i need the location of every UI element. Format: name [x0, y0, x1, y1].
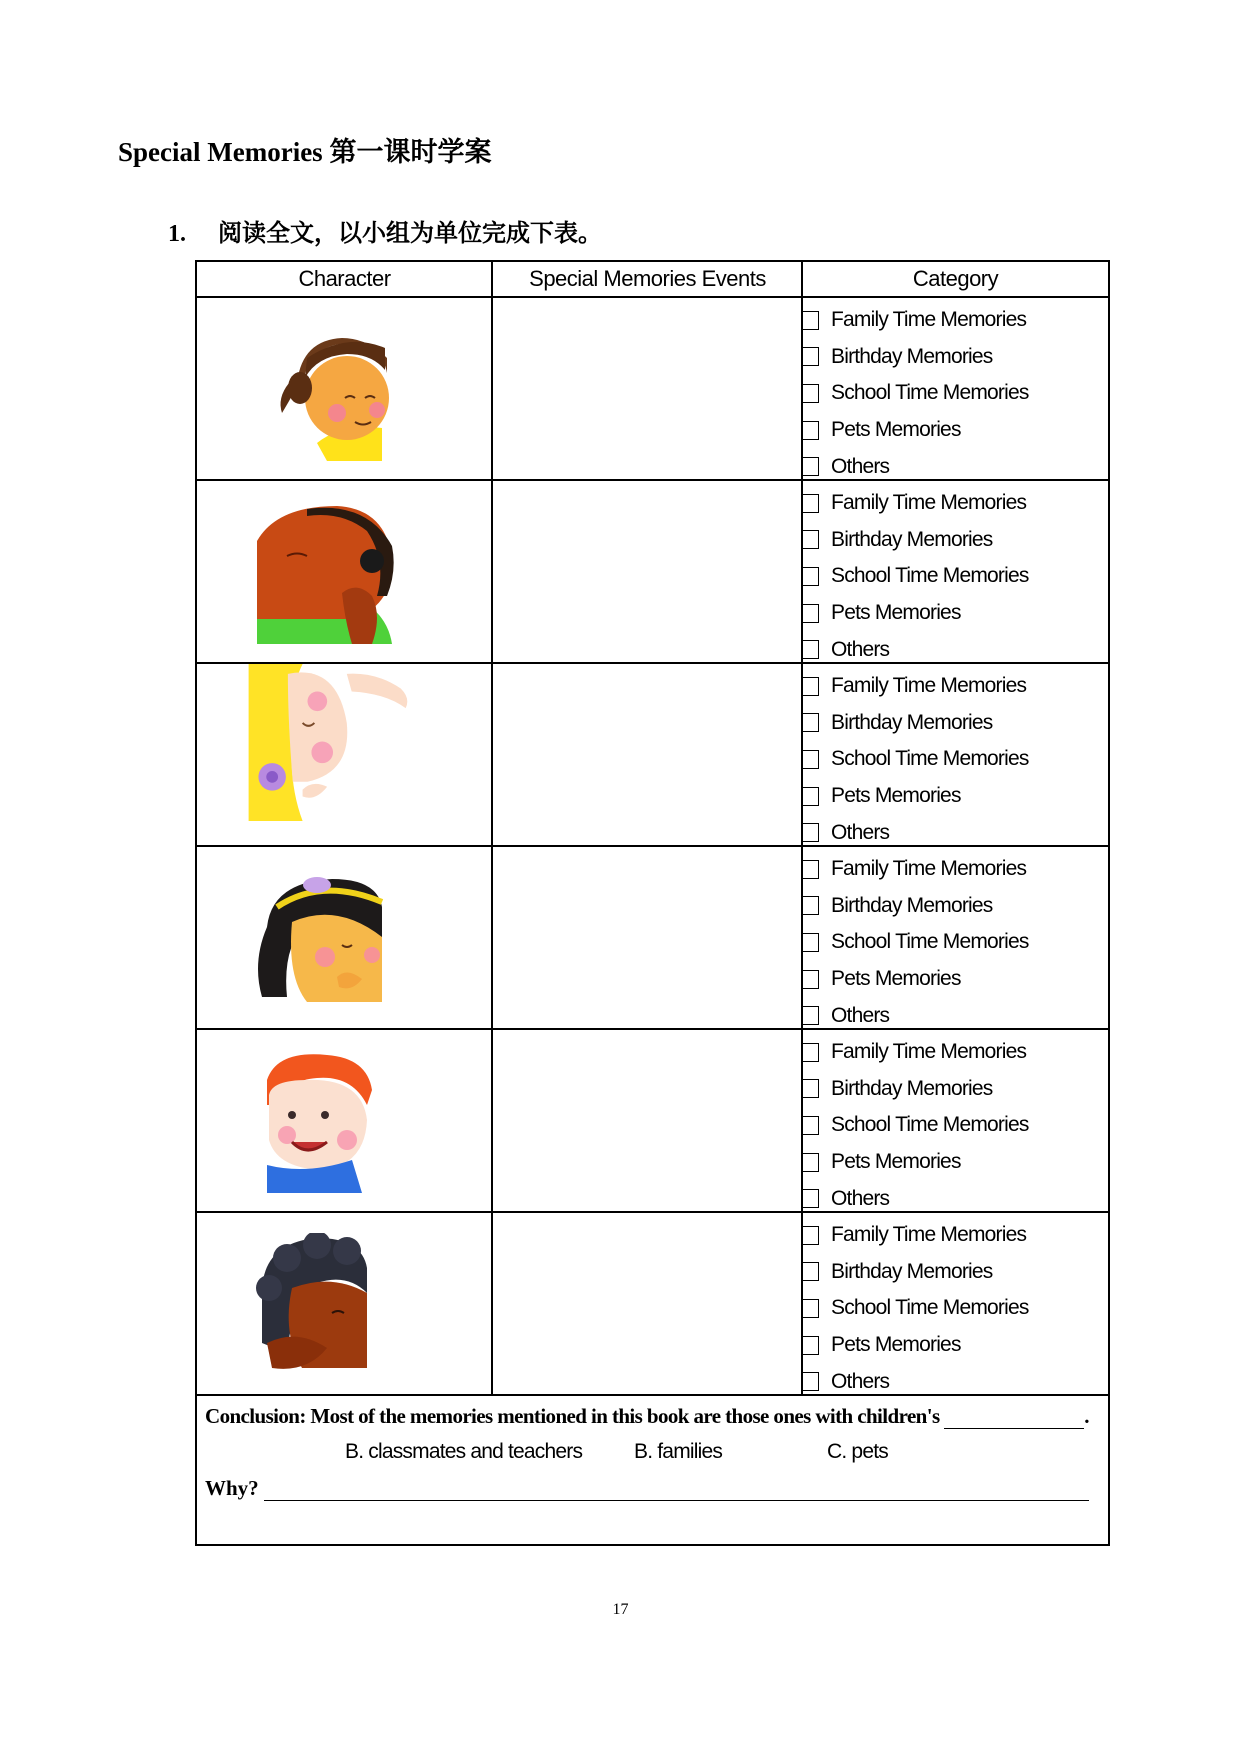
checkbox[interactable]	[802, 384, 819, 403]
table-row	[197, 1213, 1108, 1396]
table-row	[197, 664, 1108, 847]
table-row	[197, 847, 1108, 1030]
category-others[interactable]: Others	[802, 997, 1102, 1034]
checkbox[interactable]	[802, 567, 819, 586]
checkbox[interactable]	[802, 604, 819, 623]
category-school[interactable]: School Time Memories	[802, 924, 1102, 961]
checkbox[interactable]	[802, 311, 819, 330]
checkbox[interactable]	[802, 1262, 819, 1281]
category-birthday[interactable]: Birthday Memories	[802, 339, 1102, 376]
checkbox[interactable]	[802, 1116, 819, 1135]
checkbox[interactable]	[802, 1043, 819, 1062]
category-family[interactable]: Family Time Memories	[802, 302, 1102, 339]
checkbox[interactable]	[802, 1006, 819, 1025]
category-family[interactable]: Family Time Memories	[802, 851, 1102, 888]
category-birthday[interactable]: Birthday Memories	[802, 705, 1102, 742]
page-number: 17	[612, 1601, 629, 1618]
child-portrait-blonde-girl	[247, 664, 422, 824]
category-school[interactable]: School Time Memories	[802, 741, 1102, 778]
checkbox[interactable]	[802, 970, 819, 989]
option-c: C. pets	[827, 1440, 888, 1463]
why-label: Why?	[205, 1476, 259, 1500]
category-school[interactable]: School Time Memories	[802, 558, 1102, 595]
category-pets[interactable]: Pets Memories	[802, 1144, 1102, 1181]
checkbox[interactable]	[802, 1226, 819, 1245]
checkbox[interactable]	[802, 640, 819, 659]
why-answer-blank[interactable]	[264, 1482, 1089, 1501]
checkbox[interactable]	[802, 1299, 819, 1318]
category-pets[interactable]: Pets Memories	[802, 595, 1102, 632]
header-events: Special Memories Events	[492, 262, 803, 298]
table-row	[197, 481, 1108, 664]
checkbox[interactable]	[802, 530, 819, 549]
child-portrait-redhead-boy	[247, 1050, 422, 1193]
checkbox[interactable]	[802, 494, 819, 513]
category-options	[802, 485, 1102, 668]
child-portrait-curly-hair-girl	[247, 1233, 422, 1376]
checkbox[interactable]	[802, 787, 819, 806]
checkbox[interactable]	[802, 860, 819, 879]
category-birthday[interactable]: Birthday Memories	[802, 1071, 1102, 1108]
child-portrait-girl-pigtails	[247, 318, 422, 461]
option-a: B. classmates and teachers	[345, 1440, 583, 1463]
checkbox[interactable]	[802, 1372, 819, 1391]
checkbox[interactable]	[802, 713, 819, 732]
category-others[interactable]: Others	[802, 448, 1102, 485]
table-row	[197, 1030, 1108, 1213]
instruction-number: 1.	[168, 221, 186, 247]
category-birthday[interactable]: Birthday Memories	[802, 1254, 1102, 1291]
child-portrait-boy-thinking	[247, 501, 422, 644]
category-school[interactable]: School Time Memories	[802, 1290, 1102, 1327]
category-family[interactable]: Family Time Memories	[802, 1217, 1102, 1254]
checkbox[interactable]	[802, 677, 819, 696]
document-title: Special Memories 第一课时学案	[118, 137, 492, 167]
instruction-text: 阅读全文，以小组为单位完成下表。	[218, 221, 602, 247]
category-options	[802, 851, 1102, 1034]
category-birthday[interactable]: Birthday Memories	[802, 522, 1102, 559]
table-row	[197, 298, 1108, 481]
worksheet-table	[195, 260, 1110, 1546]
category-options	[802, 668, 1102, 851]
checkbox[interactable]	[802, 823, 819, 842]
category-others[interactable]: Others	[802, 1180, 1102, 1217]
option-b: B. families	[634, 1440, 723, 1463]
checkbox[interactable]	[802, 457, 819, 476]
category-others[interactable]: Others	[802, 631, 1102, 668]
checkbox[interactable]	[802, 1336, 819, 1355]
category-pets[interactable]: Pets Memories	[802, 412, 1102, 449]
category-pets[interactable]: Pets Memories	[802, 1327, 1102, 1364]
checkbox[interactable]	[802, 750, 819, 769]
category-birthday[interactable]: Birthday Memories	[802, 888, 1102, 925]
category-pets[interactable]: Pets Memories	[802, 778, 1102, 815]
category-school[interactable]: School Time Memories	[802, 1107, 1102, 1144]
conclusion-question	[205, 1404, 1100, 1429]
checkbox[interactable]	[802, 1153, 819, 1172]
conclusion-period: .	[1084, 1404, 1089, 1428]
category-others[interactable]: Others	[802, 814, 1102, 851]
checkbox[interactable]	[802, 1079, 819, 1098]
checkbox[interactable]	[802, 933, 819, 952]
category-options	[802, 302, 1102, 485]
child-portrait-girl-headband	[247, 867, 422, 1010]
conclusion-text: Conclusion: Most of the memories mentioned in this book are those ones with children's	[205, 1404, 940, 1428]
category-family[interactable]: Family Time Memories	[802, 485, 1102, 522]
category-options	[802, 1034, 1102, 1217]
checkbox[interactable]	[802, 1189, 819, 1208]
checkbox[interactable]	[802, 421, 819, 440]
category-options	[802, 1217, 1102, 1400]
checkbox[interactable]	[802, 347, 819, 366]
header-category: Category	[803, 262, 1108, 298]
instruction	[168, 213, 602, 248]
checkbox[interactable]	[802, 896, 819, 915]
category-family[interactable]: Family Time Memories	[802, 668, 1102, 705]
header-character: Character	[197, 262, 492, 298]
category-others[interactable]: Others	[802, 1363, 1102, 1400]
why-question	[205, 1476, 1089, 1501]
conclusion-answer-blank[interactable]	[944, 1410, 1084, 1429]
category-pets[interactable]: Pets Memories	[802, 961, 1102, 998]
category-school[interactable]: School Time Memories	[802, 375, 1102, 412]
category-family[interactable]: Family Time Memories	[802, 1034, 1102, 1071]
